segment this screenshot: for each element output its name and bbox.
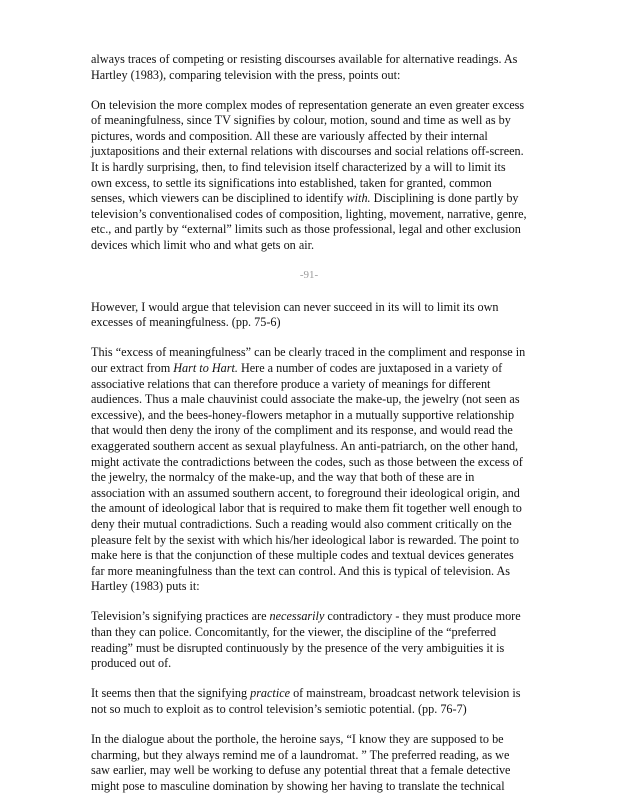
block-quote-hartley-1: On television the more complex modes of representation generate an even greater excess of meaningfulness, since TV signifies by colour, motion, sound and time as well as by pictures, words and composition. All these are variously affected by their internal juxtapositions and their external relations with discourses and social relations off-screen. It is hardly surprising, then, to find television itself characterized by a will to limit its own excess, to settle its significations into established, taken for granted, common senses, which viewers can be disciplined to identify with. Disciplining is done partly by television’s conventionalised codes of composition, lighting, movement, narrative, genre, etc., and partly by “external” limits such as those professional, legal and other exclusion devices which limit who and what gets on air. — [91, 97, 527, 253]
block-quote-hartley-2: Television’s signifying practices are necessarily contradictory - they must produce more than they can police. Concomitantly, for the viewer, the discipline of the “preferred reading” must be disrupted continuously by the presence of the very ambiguities it is produced out of. — [91, 609, 521, 671]
emphasis-necessarily: necessarily — [269, 609, 325, 624]
document-page — [91, 52, 527, 809]
emphasis-with: with. — [346, 191, 371, 206]
paragraph-intro: always traces of competing or resisting discourses available for alternative readings. As Hartley (1983), comparing television with the press, points out: — [91, 52, 518, 82]
quote-continuation: However, I would argue that television can never succeed in its will to limit its own excesses of meaningfulness. (pp. 75-6) — [91, 299, 499, 330]
emphasis-hart-to-hart: Hart to Hart. — [173, 361, 238, 375]
paragraph-porthole: In the dialogue about the porthole, the heroine says, “I know they are supposed to be charming, but they always remind me of a laundromat. ” The preferred reading, as we saw earlier, may well be working to defuse any potential threat that a female detective might pose to masculine domination by showing her having to translate the technical — [91, 731, 511, 793]
quote-conclusion: It seems then that the signifying practice of mainstream, broadcast network television is not so much to exploit as to control television’s semiotic potential. (pp. 76-7) — [91, 686, 521, 716]
page-number: -91- — [299, 269, 319, 282]
paragraph-analysis: This “excess of meaningfulness” can be clearly traced in the compliment and response in our extract from Hart to Hart. Here a number of codes are juxtaposed in a variety of associative relations that can therefore produce a variety of meanings for different audiences. Thus a male chauvinist could associate the make-up, the jewelry (not seen as excessive), and the bees-honey-flowers metaphor in a mutually supportive relationship that would then deny the irony of the compliment and its response, and would read the exaggerated southern accent as sexual playfulness. An anti-patriarch, on the other hand, might activate the contradictions between the codes, such as those between the excess of the jewelry, the normalcy of the make-up, and the way that both of these are in association with an assumed southern accent, to foreground their ideological origin, and the amount of ideological labor that is required to make them fit together well enough to deny their mutual contradictions. Such a reading would also comment critically on the pleasure felt by the sexist with which his/her ideological labor is rewarded. The point to make here is that the conjunction of these multiple codes and textual devices generates far more meaningfulness than the text can control. And this is typical of television. As Hartley (1983) puts it: — [91, 345, 526, 594]
emphasis-practice: practice — [250, 686, 291, 701]
